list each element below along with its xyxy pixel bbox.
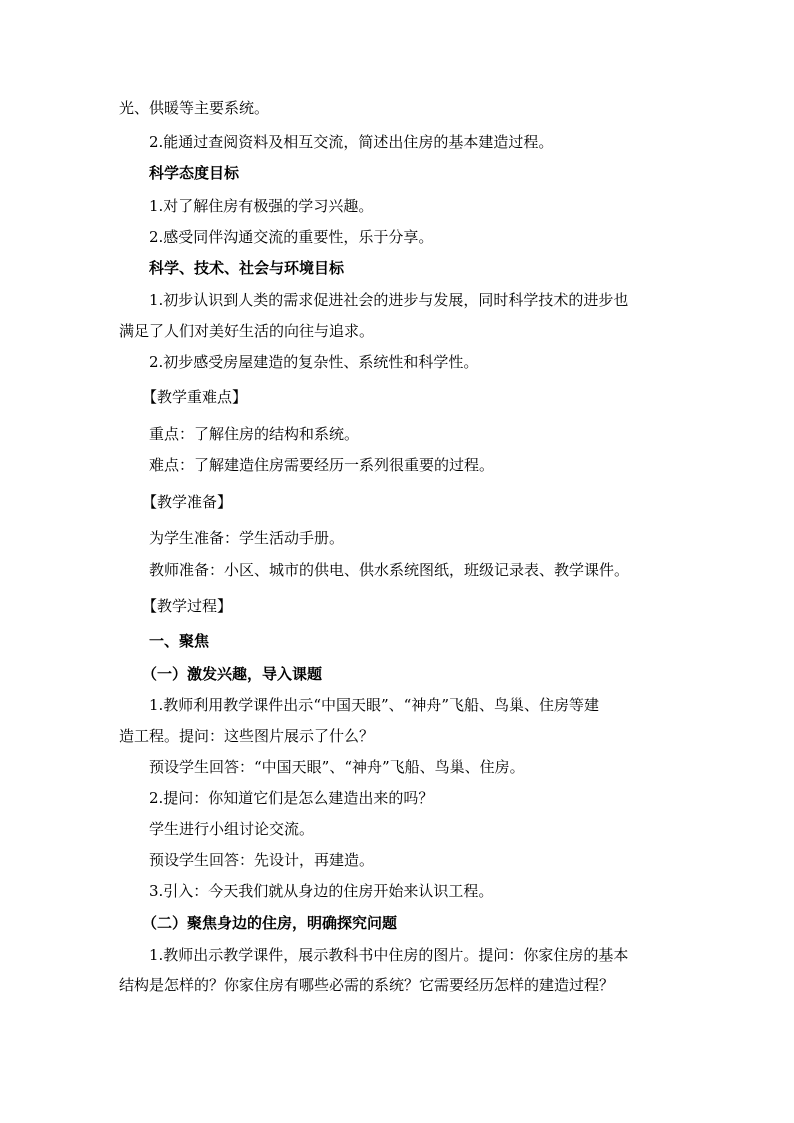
text-line: 2.初步感受房屋建造的复杂性、系统性和科学性。 xyxy=(149,353,479,371)
section-title: 【教学准备】 xyxy=(142,493,233,511)
text-line: 重点：了解住房的结构和系统。 xyxy=(149,425,360,443)
text-line: 结构是怎样的？你家住房有哪些必需的系统？它需要经历怎样的建造过程？ xyxy=(119,976,615,994)
section-heading: 一、聚焦 xyxy=(149,632,210,650)
text-line: 2.能通过查阅资料及相互交流，简述出住房的基本建造过程。 xyxy=(149,133,554,151)
text-line: 预设学生回答：“中国天眼”、“神舟”飞船、鸟巢、住房。 xyxy=(149,758,525,776)
text-line: 1.教师利用教学课件出示“中国天眼”、“神舟”飞船、鸟巢、住房等建 xyxy=(149,696,599,714)
section-title: 【教学过程】 xyxy=(142,597,233,615)
text-line: 难点：了解建造住房需要经历一系列很重要的过程。 xyxy=(149,456,495,474)
text-line: 光、供暖等主要系统。 xyxy=(119,99,270,117)
text-line: 教师准备：小区、城市的供电、供水系统图纸，班级记录表、教学课件。 xyxy=(149,561,630,579)
subsection-heading: （一）激发兴趣，导入课题 xyxy=(142,665,323,683)
text-line: 满足了人们对美好生活的向往与追求。 xyxy=(119,322,375,340)
section-heading: 科学态度目标 xyxy=(149,164,240,182)
text-line: 1.教师出示教学课件，展示教科书中住房的图片。提问：你家住房的基本 xyxy=(149,946,629,964)
text-line: 造工程。提问：这些图片展示了什么？ xyxy=(119,727,375,745)
section-heading: 科学、技术、社会与环境目标 xyxy=(149,259,345,277)
text-line: 预设学生回答：先设计，再建造。 xyxy=(149,851,375,869)
section-title: 【教学重难点】 xyxy=(142,388,248,406)
text-line: 为学生准备：学生活动手册。 xyxy=(149,529,345,547)
text-line: 2.提问：你知道它们是怎么建造出来的吗？ xyxy=(149,789,434,807)
text-line: 1.初步认识到人类的需求促进社会的进步与发展，同时科学技术的进步也 xyxy=(149,291,629,309)
text-line: 3.引入：今天我们就从身边的住房开始来认识工程。 xyxy=(149,882,494,900)
subsection-heading: （二）聚焦身边的住房，明确探究问题 xyxy=(142,914,398,932)
text-line: 1.对了解住房有极强的学习兴趣。 xyxy=(149,197,374,215)
text-line: 学生进行小组讨论交流。 xyxy=(149,820,315,838)
text-line: 2.感受同伴沟通交流的重要性，乐于分享。 xyxy=(149,228,434,246)
